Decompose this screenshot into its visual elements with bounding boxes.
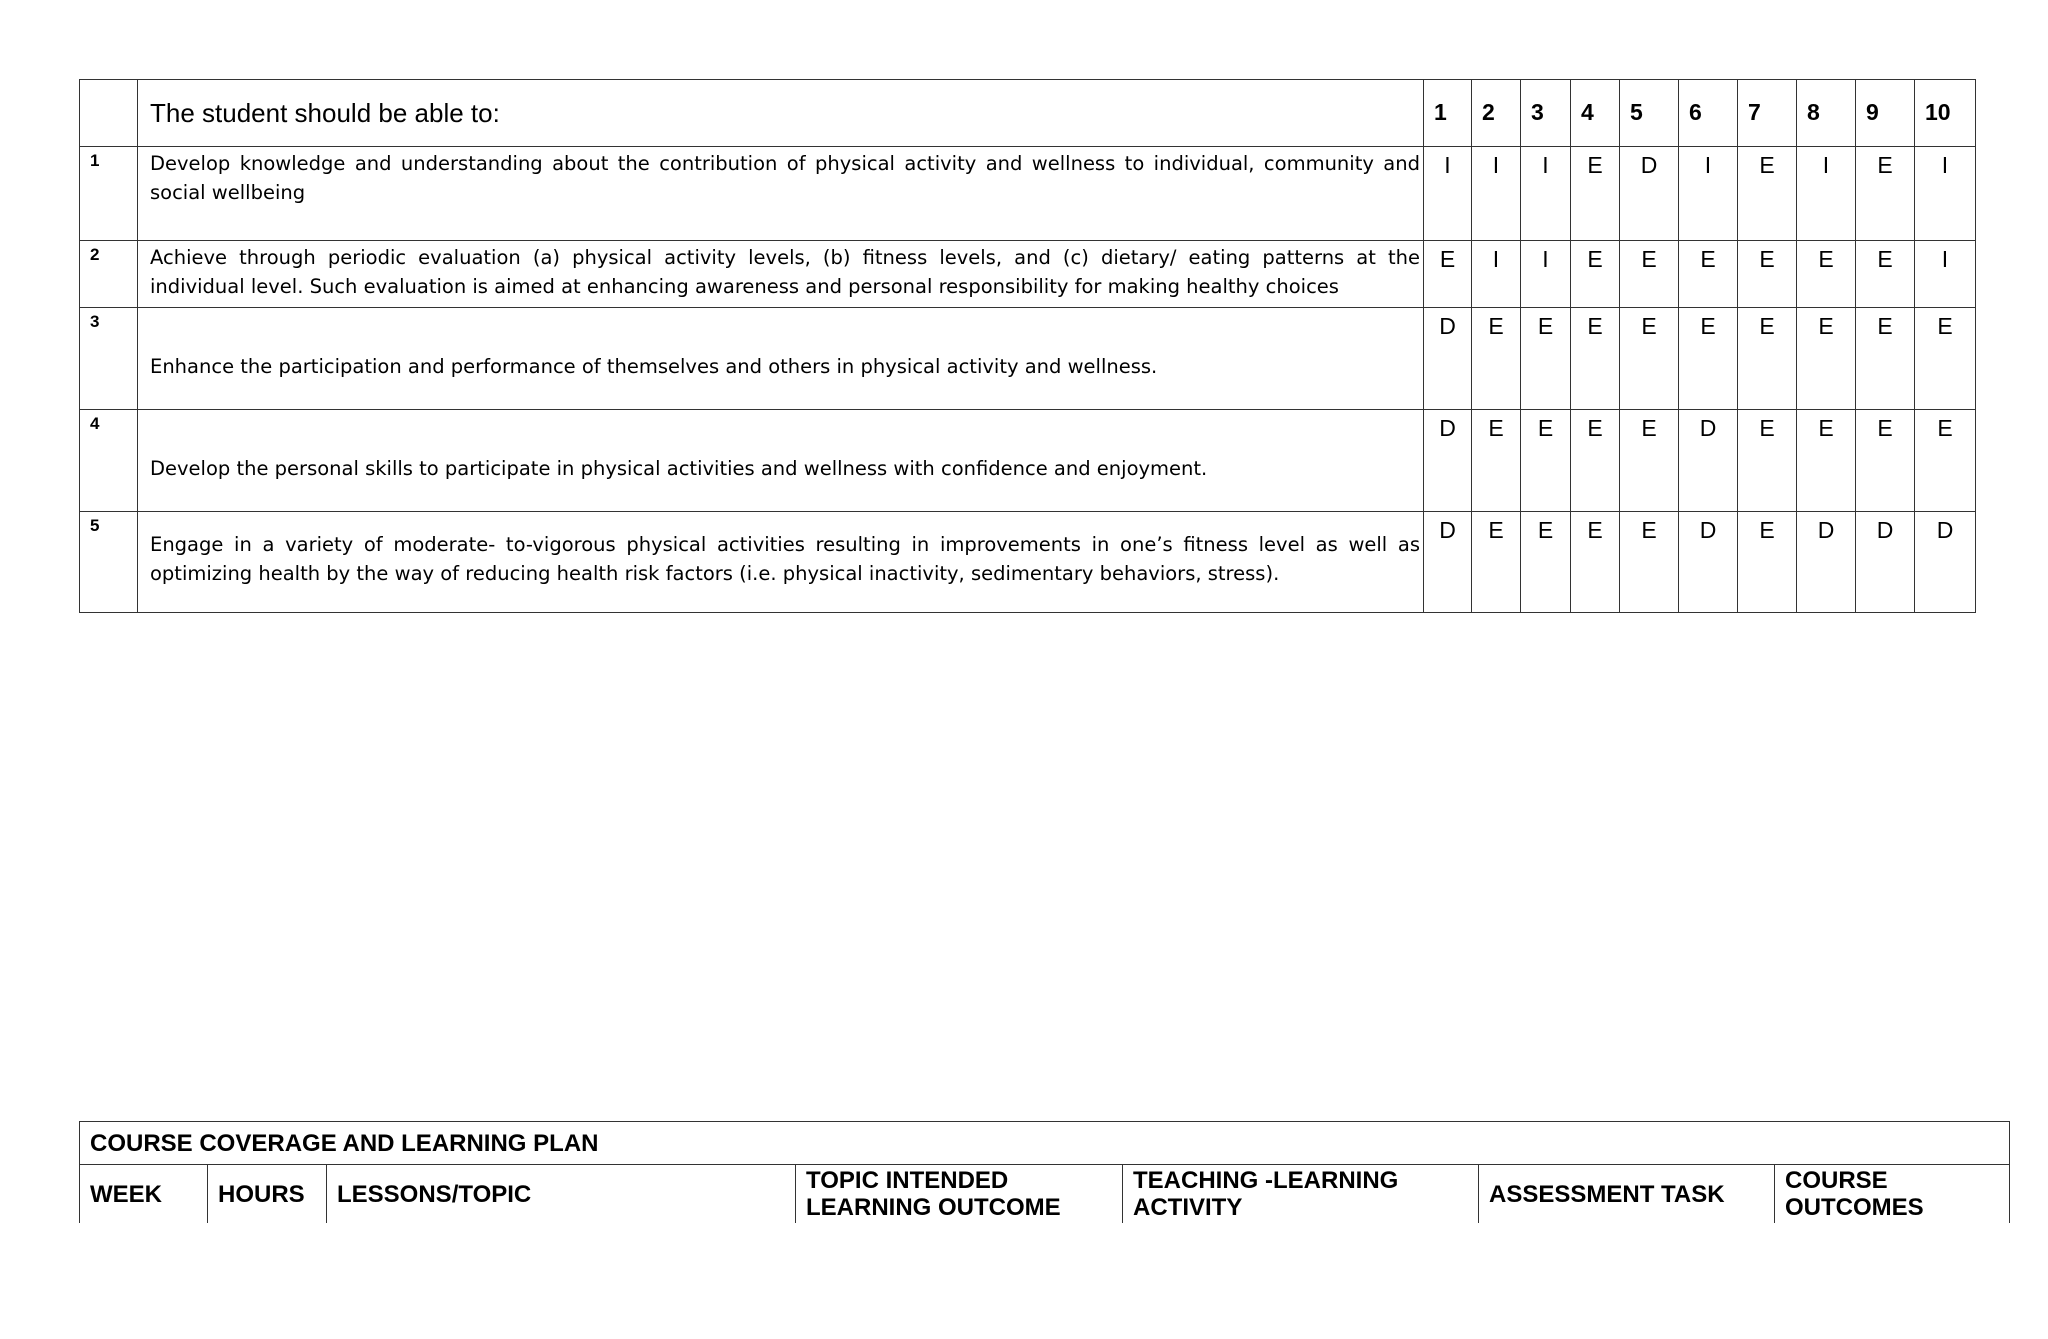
column-header: 1 <box>1424 80 1472 147</box>
outcome-code: D <box>1620 147 1679 241</box>
column-header-assessment: ASSESSMENT TASK <box>1479 1165 1775 1224</box>
outcome-code: E <box>1620 241 1679 308</box>
header-line: ACTIVITY <box>1133 1194 1243 1221</box>
outcome-description: Develop the personal skills to participate in physical activities and wellness with confidence and enjoyment. <box>138 410 1424 512</box>
outcome-code: E <box>1738 308 1797 410</box>
outcome-code: E <box>1521 410 1571 512</box>
column-header: 5 <box>1620 80 1679 147</box>
column-header: 10 <box>1915 80 1976 147</box>
column-header: 4 <box>1571 80 1620 147</box>
table-row <box>80 241 1976 308</box>
row-number: 5 <box>80 512 138 613</box>
outcome-code: D <box>1424 512 1472 613</box>
column-header-lessons: LESSONS/TOPIC <box>327 1165 796 1224</box>
column-header-course-outcomes <box>1775 1165 2010 1224</box>
outcome-code: E <box>1571 241 1620 308</box>
column-header: 9 <box>1856 80 1915 147</box>
coverage-title-row <box>80 1122 2010 1165</box>
outcome-code: E <box>1738 410 1797 512</box>
outcome-code: E <box>1571 512 1620 613</box>
header-line: OUTCOMES <box>1785 1194 1924 1221</box>
outcome-code: D <box>1424 410 1472 512</box>
header-line: TOPIC INTENDED <box>806 1167 1009 1194</box>
outcome-code: E <box>1797 308 1856 410</box>
outcome-code: D <box>1679 410 1738 512</box>
outcome-code: E <box>1856 147 1915 241</box>
outcome-code: E <box>1521 308 1571 410</box>
outcome-code: E <box>1679 308 1738 410</box>
outcome-code: E <box>1472 512 1521 613</box>
outcome-code: E <box>1856 410 1915 512</box>
outcome-code: D <box>1856 512 1915 613</box>
outcome-code: D <box>1797 512 1856 613</box>
outcome-code: I <box>1679 147 1738 241</box>
outcome-code: I <box>1521 241 1571 308</box>
outcome-code: I <box>1424 147 1472 241</box>
outcome-description: Engage in a variety of moderate- to-vigorous physical activities resulting in improvements in one’s fitness level as well as optimizing health by the way of reducing health risk factors (i.e. physical inactivity, sedimentary behaviors, stress). <box>138 512 1424 613</box>
outcome-code: E <box>1424 241 1472 308</box>
coverage-title: COURSE COVERAGE AND LEARNING PLAN <box>80 1122 2010 1165</box>
outcome-code: E <box>1521 512 1571 613</box>
outcome-code: E <box>1679 241 1738 308</box>
outcome-code: E <box>1915 308 1976 410</box>
row-number: 1 <box>80 147 138 241</box>
column-header-hours: HOURS <box>208 1165 327 1224</box>
outcome-code: E <box>1797 410 1856 512</box>
outcome-code: E <box>1856 241 1915 308</box>
row-number: 3 <box>80 308 138 410</box>
column-header: 2 <box>1472 80 1521 147</box>
table-row <box>80 308 1976 410</box>
column-header: 8 <box>1797 80 1856 147</box>
table-row <box>80 410 1976 512</box>
header-empty-cell <box>80 80 138 147</box>
column-header: 3 <box>1521 80 1571 147</box>
outcome-code: I <box>1521 147 1571 241</box>
outcome-code: I <box>1797 147 1856 241</box>
outcome-description: Develop knowledge and understanding about the contribution of physical activity and wellness to individual, community and social wellbeing <box>138 147 1424 241</box>
column-header-week: WEEK <box>80 1165 208 1224</box>
coverage-header-row <box>80 1165 2010 1224</box>
outcomes-header-row <box>80 80 1976 147</box>
outcome-code: E <box>1915 410 1976 512</box>
outcome-code: E <box>1571 308 1620 410</box>
outcome-code: E <box>1797 241 1856 308</box>
outcome-code: I <box>1915 241 1976 308</box>
outcome-code: E <box>1738 147 1797 241</box>
outcome-code: E <box>1472 308 1521 410</box>
column-header-topic-outcome <box>796 1165 1123 1224</box>
outcome-code: E <box>1620 410 1679 512</box>
outcome-code: I <box>1472 147 1521 241</box>
outcome-code: D <box>1915 512 1976 613</box>
outcome-code: D <box>1679 512 1738 613</box>
course-coverage-table <box>79 1121 2010 1223</box>
header-title: The student should be able to: <box>138 80 1424 147</box>
outcome-code: E <box>1620 308 1679 410</box>
outcome-code: E <box>1472 410 1521 512</box>
outcome-code: E <box>1571 410 1620 512</box>
outcome-description: Achieve through periodic evaluation (a) physical activity levels, (b) fitness levels, and (c) dietary/ eating patterns at the individual level. Such evaluation is aimed at enhancing awareness and personal responsibility for making healthy choices <box>138 241 1424 308</box>
outcome-code: I <box>1472 241 1521 308</box>
outcome-code: E <box>1620 512 1679 613</box>
outcome-description: Enhance the participation and performance of themselves and others in physical activity and wellness. <box>138 308 1424 410</box>
outcome-code: I <box>1915 147 1976 241</box>
outcome-code: E <box>1738 241 1797 308</box>
column-header: 6 <box>1679 80 1738 147</box>
column-header: 7 <box>1738 80 1797 147</box>
table-row <box>80 512 1976 613</box>
header-line: TEACHING -LEARNING <box>1133 1167 1399 1194</box>
outcome-code: D <box>1424 308 1472 410</box>
outcome-code: E <box>1571 147 1620 241</box>
table-row <box>80 147 1976 241</box>
row-number: 2 <box>80 241 138 308</box>
outcome-code: E <box>1856 308 1915 410</box>
header-line: COURSE <box>1785 1167 1888 1194</box>
outcome-code: E <box>1738 512 1797 613</box>
row-number: 4 <box>80 410 138 512</box>
header-line: LEARNING OUTCOME <box>806 1194 1061 1221</box>
column-header-teaching-activity <box>1123 1165 1479 1224</box>
course-outcomes-table <box>79 79 1976 613</box>
